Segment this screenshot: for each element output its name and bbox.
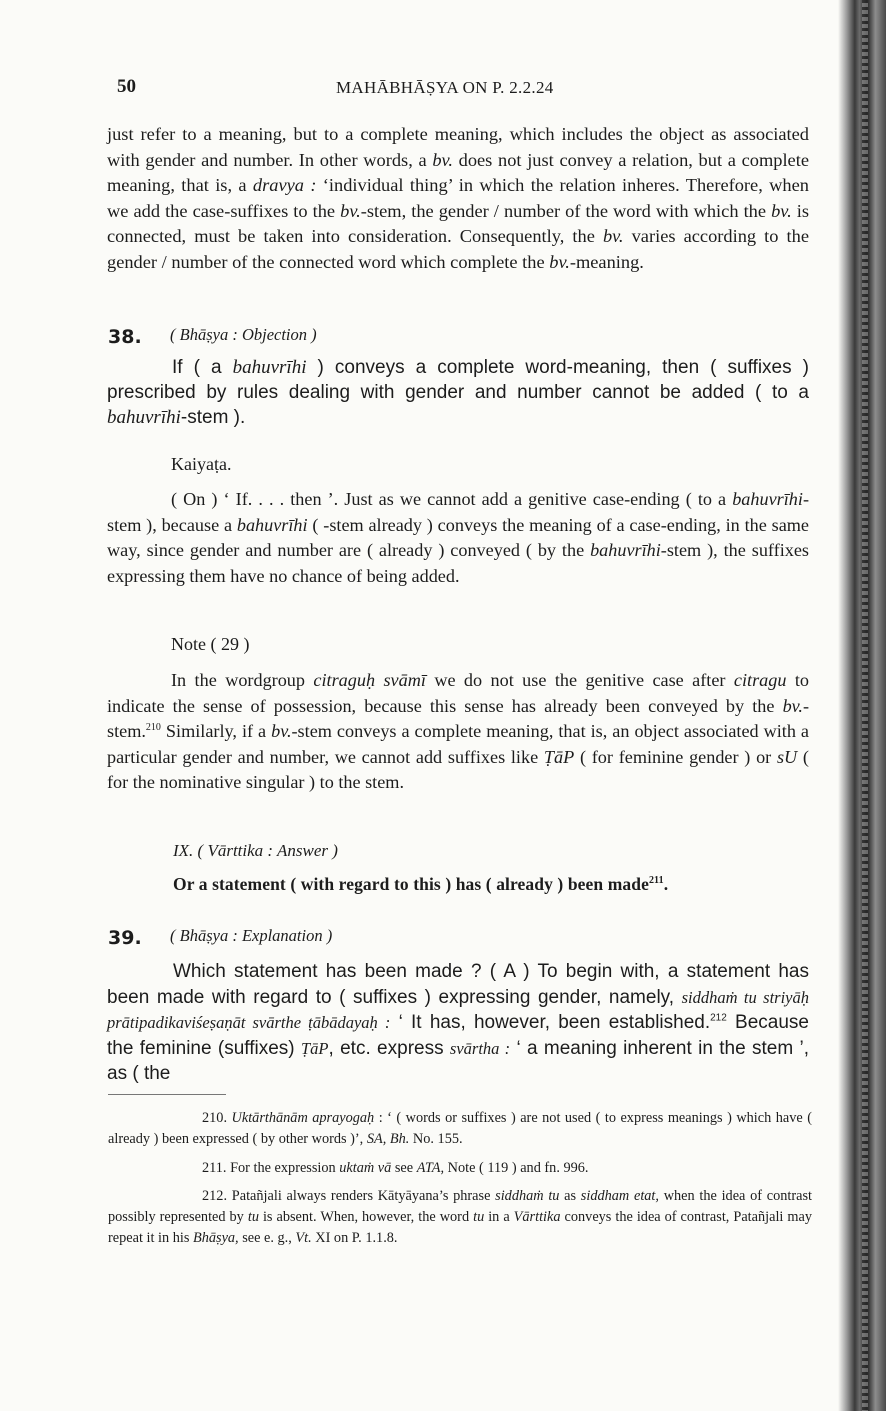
footnote-212: 212. Patañjali always renders Kātyāyana’s phrase siddhaṁ tu as siddham etat, when the idea of contrast possibly represented by tu is absent. When, however, the word tu in a Vārttika conveys the idea of contrast, Patañjali may repeat it in his Bhāṣya, see e. g., Vt. XI on P. 1.1.8. bbox=[108, 1188, 812, 1246]
book-spine-edge bbox=[862, 0, 868, 1411]
section-heading-39: ( Bhāṣya : Explanation ) bbox=[170, 926, 333, 945]
footnote-rule bbox=[108, 1094, 226, 1095]
kaiyata-label: Kaiyaṭa. bbox=[171, 454, 232, 474]
section-39-text: Which statement has been made ? ( A ) To begin with, a statement has been made with regard to ( suffixes ) expressing gender, namely, siddhaṁ tu striyāḥ prātipadikaviśeṣaṇāt svārthe ṭābādayaḥ : ‘ It has, however, been established.$^{212}$ Because the feminine (suffixes) ṬāP, etc. express svārtha : ‘ a meaning inherent in the stem ’, as ( the bbox=[107, 961, 809, 1084]
note-label: Note ( 29 ) bbox=[171, 634, 250, 654]
footnote-210: 210. Uktārthānām aprayogaḥ : ‘ ( words or suffixes ) are not used ( to express meanings ) which have ( already ) been expressed ( by other words )’, SA, Bh. No. 155. bbox=[108, 1110, 812, 1147]
kaiyata-text: ( On ) ‘ If. . . . then ’. Just as we cannot add a genitive case-ending ( to a bahuvrīhi-stem ), because a bahuvrīhi ( -stem already ) conveys the meaning of a case-ending, in the same way, since gender and number are ( already ) conveyed ( by the bahuvrīhi-stem ), the suffixes expressing them have no chance of being added. bbox=[107, 489, 809, 586]
footnote-211: 211. For the expression uktaṁ vā see ATA, Note ( 119 ) and fn. 996. bbox=[202, 1160, 589, 1176]
varttika-statement: Or a statement ( with regard to this ) has ( already ) been made$^{211}$. bbox=[173, 874, 669, 894]
page-number: 50 bbox=[117, 76, 136, 97]
paragraph-intro: just refer to a meaning, but to a complete meaning, which includes the object as associated with gender and number. In other words, a bv. does not just convey a relation, but a complete meaning, that is, a dravya : ‘individual thing’ in which the relation inheres. Therefore, when we add the case-suffixes to the bv.-stem, the gender / number of the word with which the bv. is connected, must be taken into consideration. Consequently, the bv. varies according to the gender / number of the connected word which complete the bv.-meaning. bbox=[107, 124, 809, 272]
section-38-text: If ( a bahuvrīhi ) conveys a complete word-meaning, then ( suffixes ) prescribed by rules dealing with gender and number cannot be added ( to a bahuvrīhi-stem ). bbox=[107, 357, 809, 428]
section-number-39: 39. bbox=[108, 927, 142, 949]
footnote-ref-212[interactable]: 212 bbox=[710, 1012, 727, 1024]
footnote-ref-211[interactable]: 211 bbox=[648, 875, 664, 887]
running-title: MAHĀBHĀṢYA ON P. 2.2.24 bbox=[336, 78, 554, 97]
footnote-ref-210[interactable]: 210 bbox=[145, 722, 161, 734]
section-number-38: 38. bbox=[108, 326, 142, 348]
varttika-heading: IX. ( Vārttika : Answer ) bbox=[173, 841, 338, 860]
section-heading-38: ( Bhāṣya : Objection ) bbox=[170, 325, 317, 344]
note-29-text: In the wordgroup citraguḥ svāmī we do not use the genitive case after citragu to indicate the sense of possession, because this sense has already been conveyed by the bv.-stem.$^{210}$ Similarly, if a bv.-stem conveys a complete meaning, that is, an object associated with a particular gender and number, we cannot add suffixes like ṬāP ( for feminine gender ) or sU ( for the nominative singular ) to the stem. bbox=[107, 670, 810, 793]
